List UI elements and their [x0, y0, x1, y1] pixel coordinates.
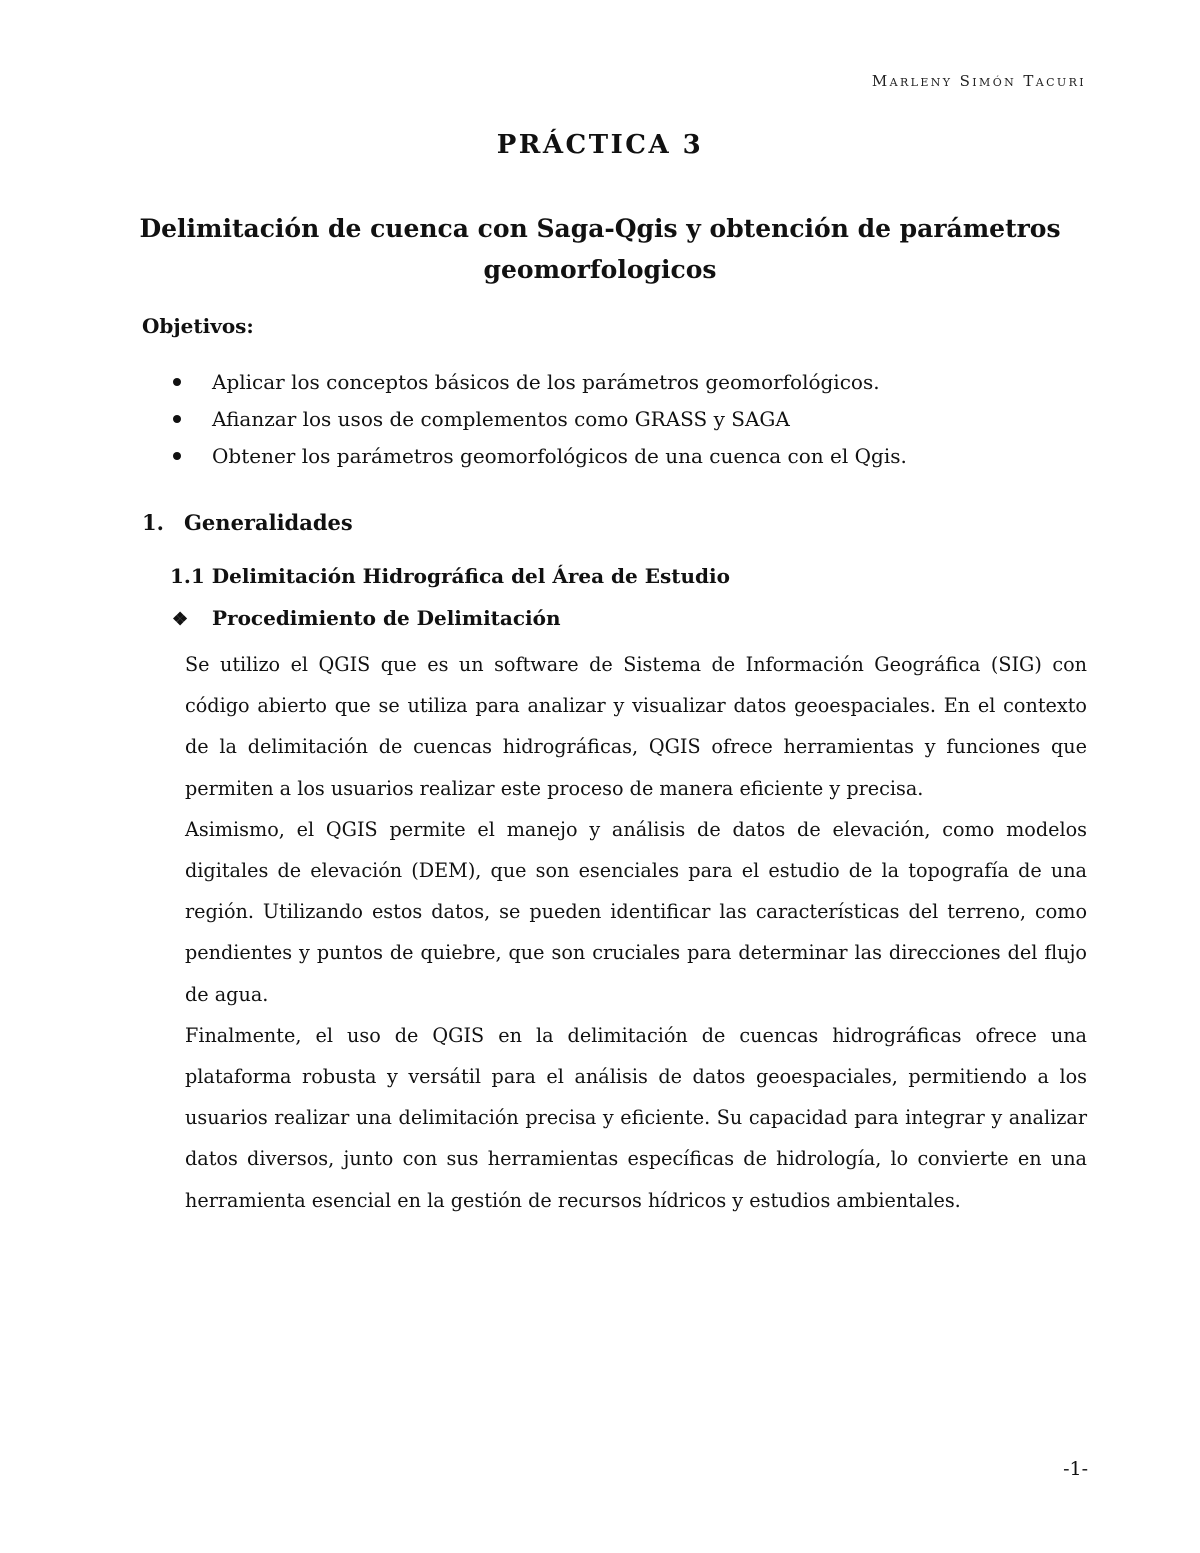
procedure-title: Procedimiento de Delimitación	[212, 606, 561, 630]
objective-text: Aplicar los conceptos básicos de los parámetros geomorfológicos.	[212, 370, 880, 394]
procedure-heading	[172, 606, 561, 630]
list-item	[142, 440, 907, 477]
objective-text: Obtener los parámetros geomorfológicos de una cuenca con el Qgis.	[212, 444, 907, 468]
header-author: Marleny Simón Tacuri	[871, 72, 1086, 90]
document-subtitle	[120, 208, 1080, 290]
bullet-icon	[173, 415, 181, 423]
paragraph: Finalmente, el uso de QGIS en la delimitación de cuencas hidrográficas ofrece una plataforma robusta y versátil para el análisis de datos geoespaciales, permitiendo a los usuarios realizar una delimitación precisa y eficiente. Su capacidad para integrar y analizar datos diversos, junto con sus herramientas específicas de hidrología, lo convierte en una herramienta esencial en la gestión de recursos hídricos y estudios ambientales.	[185, 1023, 1087, 1212]
subtitle-line: Delimitación de cuenca con Saga-Qgis y obtención de parámetros	[139, 214, 1061, 243]
section-title: Generalidades	[184, 510, 353, 535]
paragraph: Asimismo, el QGIS permite el manejo y análisis de datos de elevación, como modelos digitales de elevación (DEM), que son esenciales para el estudio de la topografía de una región. Utilizando estos datos, se pueden identificar las características del terreno, como pendientes y puntos de quiebre, que son cruciales para determinar las direcciones del flujo de agua.	[185, 817, 1087, 1006]
diamond-bullet-icon: ❖	[172, 609, 189, 630]
bullet-icon	[173, 378, 181, 386]
section-number: 1.	[142, 510, 164, 535]
section-heading	[142, 510, 353, 535]
bullet-icon	[173, 452, 181, 460]
body-text	[185, 644, 1087, 1221]
subtitle-line: geomorfologicos	[483, 255, 717, 284]
list-item	[142, 403, 907, 440]
objective-text: Afianzar los usos de complementos como GRASS y SAGA	[212, 407, 790, 431]
list-item	[142, 366, 907, 403]
subsection-heading: 1.1 Delimitación Hidrográfica del Área de Estudio	[170, 564, 730, 588]
objectives-list	[142, 366, 907, 477]
paragraph: Se utilizo el QGIS que es un software de Sistema de Información Geográfica (SIG) con código abierto que se utiliza para analizar y visualizar datos geoespaciales. En el contexto de la delimitación de cuencas hidrográficas, QGIS ofrece herramientas y funciones que permiten a los usuarios realizar este proceso de manera eficiente y precisa.	[185, 653, 1087, 800]
objectives-heading: Objetivos:	[142, 314, 254, 338]
page-number: -1-	[1063, 1458, 1088, 1480]
page-title: PRÁCTICA 3	[496, 130, 704, 160]
